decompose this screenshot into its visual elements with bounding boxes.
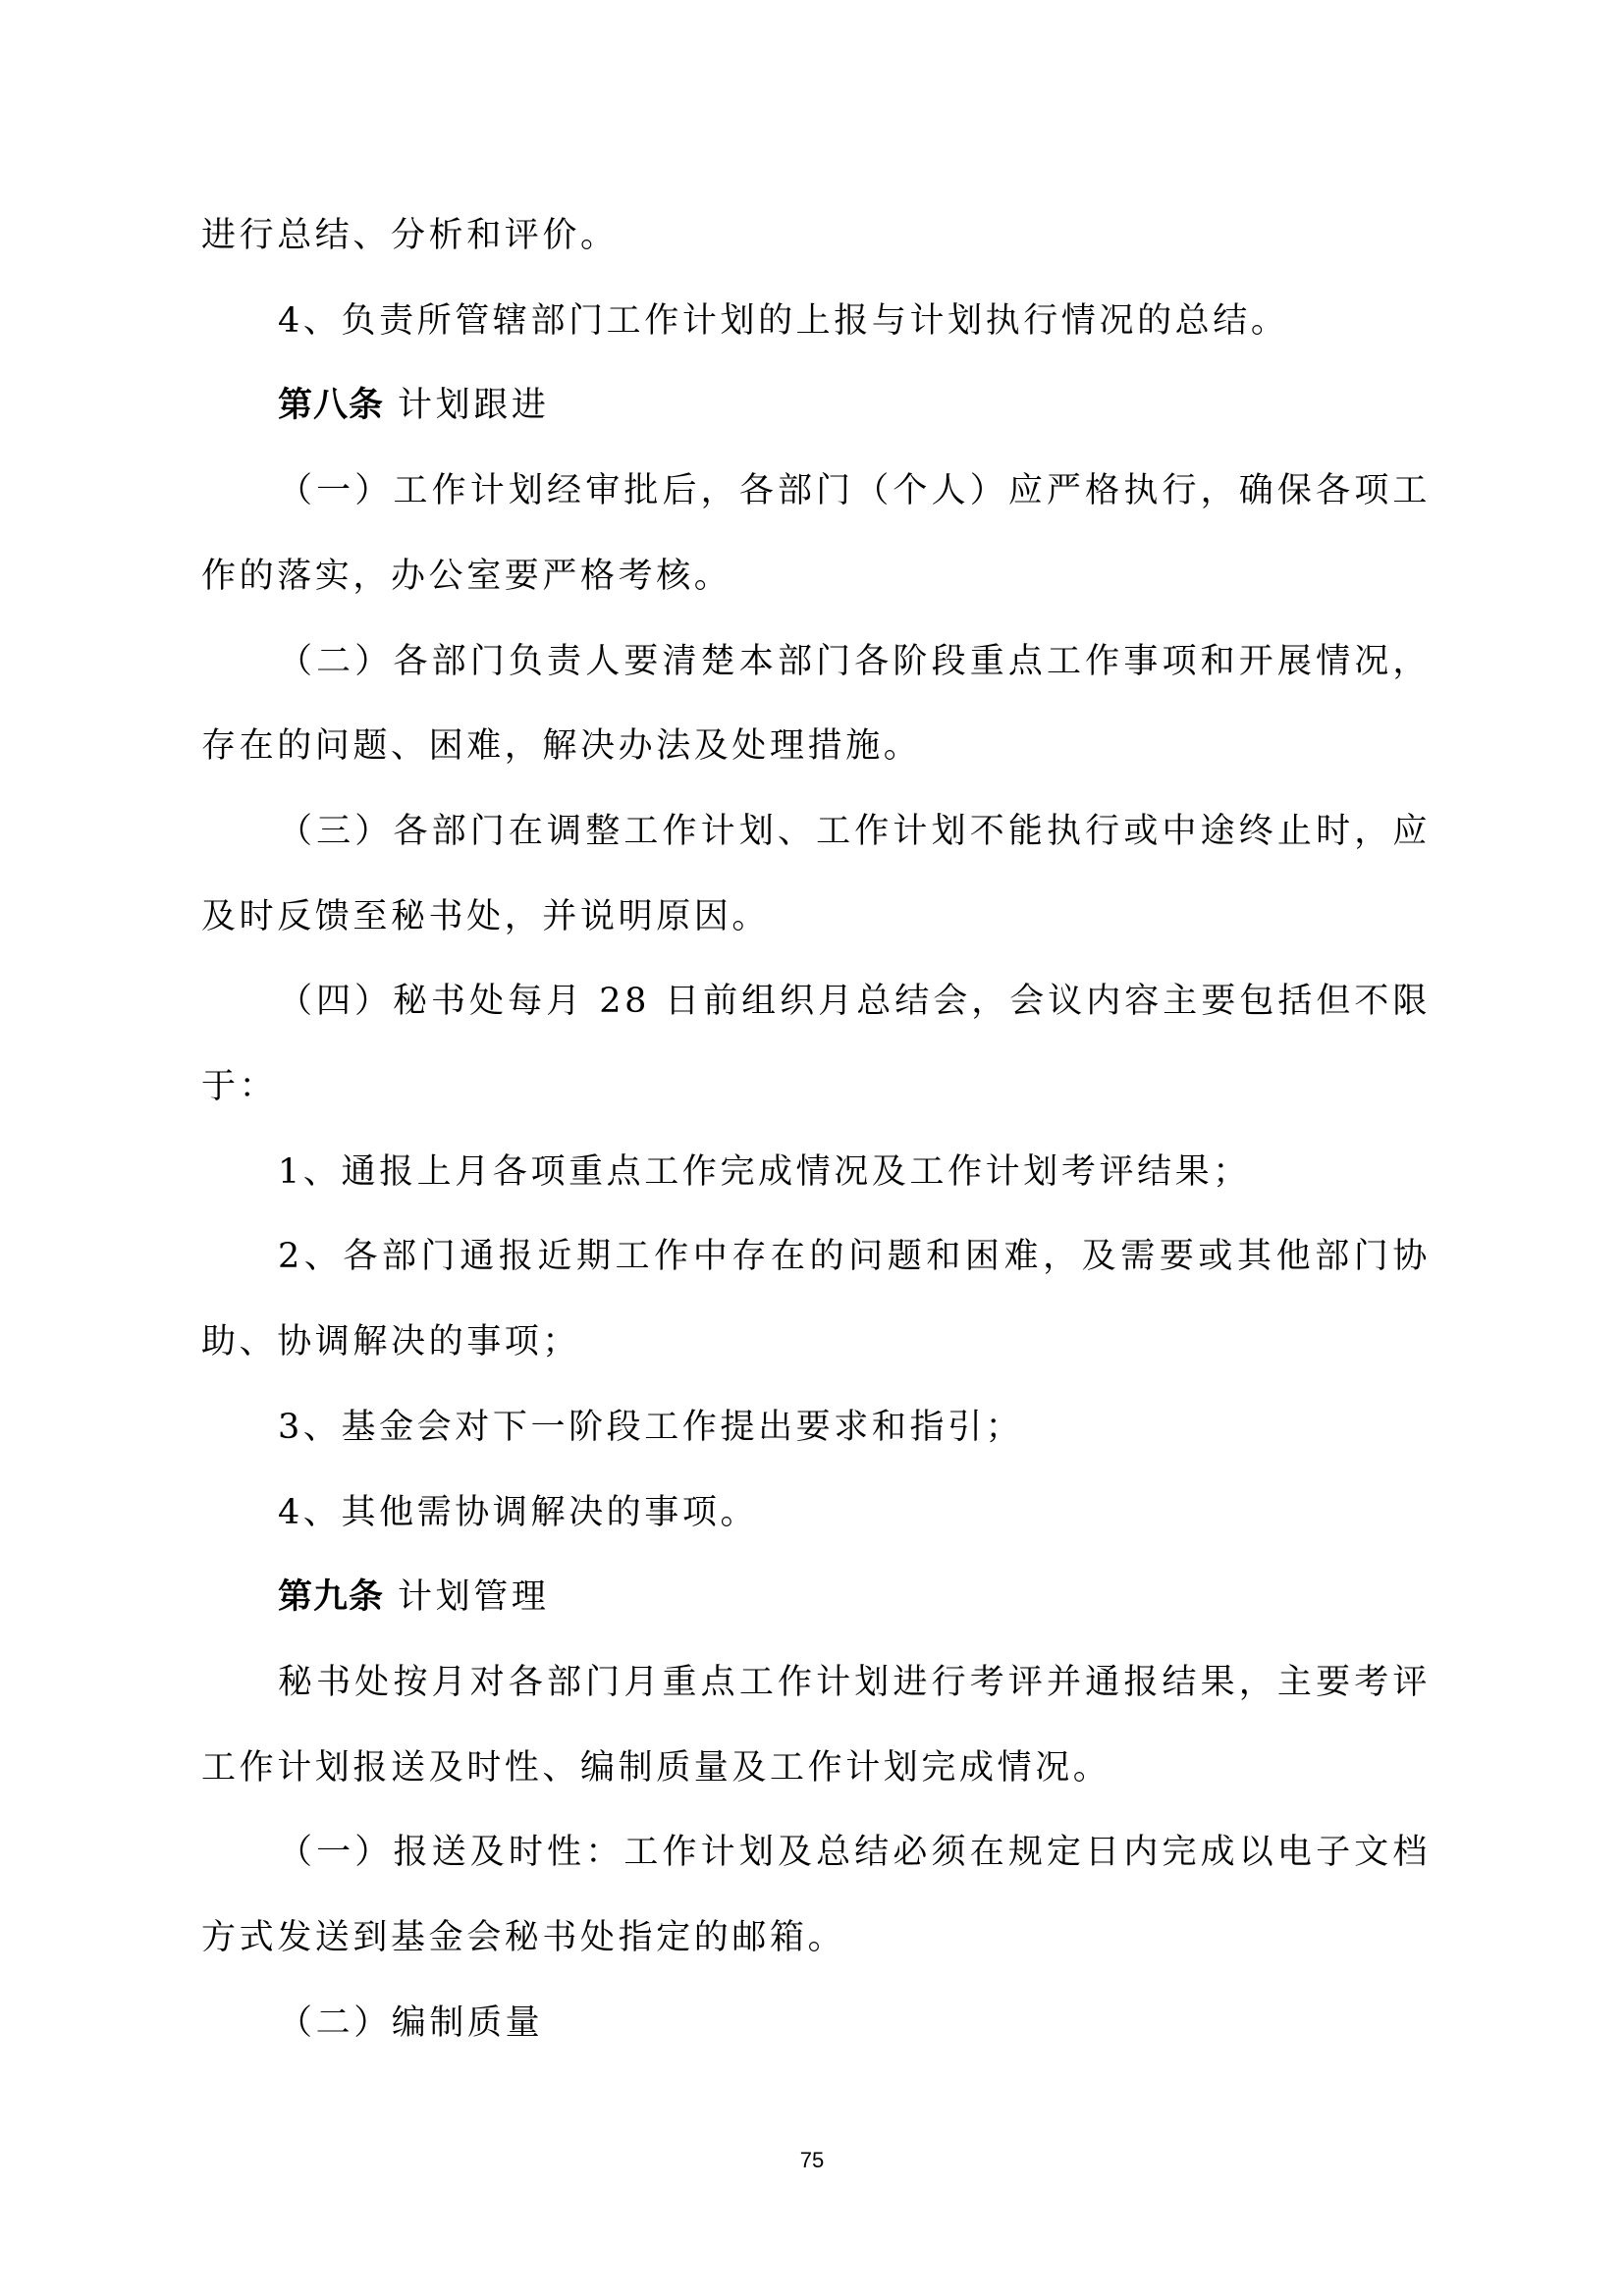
article-title: 计划管理 [398,1577,550,1618]
article-title: 计划跟进 [398,386,550,426]
list-item-2: 2、各部门通报近期工作中存在的问题和困难，及需要或其他部门协助、协调解决的事项； [201,1237,1431,1362]
list-item-4: 4、其他需协调解决的事项。 [278,1492,759,1532]
article-number: 第九条 [278,1577,385,1618]
document-body [201,193,1431,2065]
paragraph-8-3: （三）各部门在调整工作计划、工作计划不能执行或中途终止时，应及时反馈至秘书处，并说明原因。 [201,811,1431,936]
paragraph-9-2: （二）编制质量 [278,2002,544,2043]
paragraph-8-1: （一）工作计划经审批后，各部门（个人）应严格执行，确保各项工作的落实，办公室要严格考核。 [201,471,1431,596]
list-item-1: 1、通报上月各项重点工作完成情况及工作计划考评结果； [278,1151,1251,1192]
paragraph-item-4-responsibility: 4、负责所管辖部门工作计划的上报与计划执行情况的总结。 [278,300,1289,341]
paragraph-8-4: （四）秘书处每月 28 日前组织月总结会，会议内容主要包括但不限于： [201,982,1431,1107]
article-9-heading [201,1555,1431,1640]
article-8-heading [201,363,1431,449]
article-number: 第八条 [278,386,385,426]
paragraph-continuation: 进行总结、分析和评价。 [201,216,619,255]
paragraph-9-1: （一）报送及时性：工作计划及总结必须在规定日内完成以电子文档方式发送到基金会秘书处指定的邮箱。 [201,1833,1431,1958]
paragraph-9-intro: 秘书处按月对各部门月重点工作计划进行考评并通报结果，主要考评工作计划报送及时性、编制质量及工作计划完成情况。 [201,1662,1431,1788]
list-item-3: 3、基金会对下一阶段工作提出要求和指引； [278,1407,1024,1447]
page-number: 75 [799,2148,825,2172]
paragraph-8-2: （二）各部门负责人要清楚本部门各阶段重点工作事项和开展情况，存在的问题、困难，解决办法及处理措施。 [201,641,1431,767]
